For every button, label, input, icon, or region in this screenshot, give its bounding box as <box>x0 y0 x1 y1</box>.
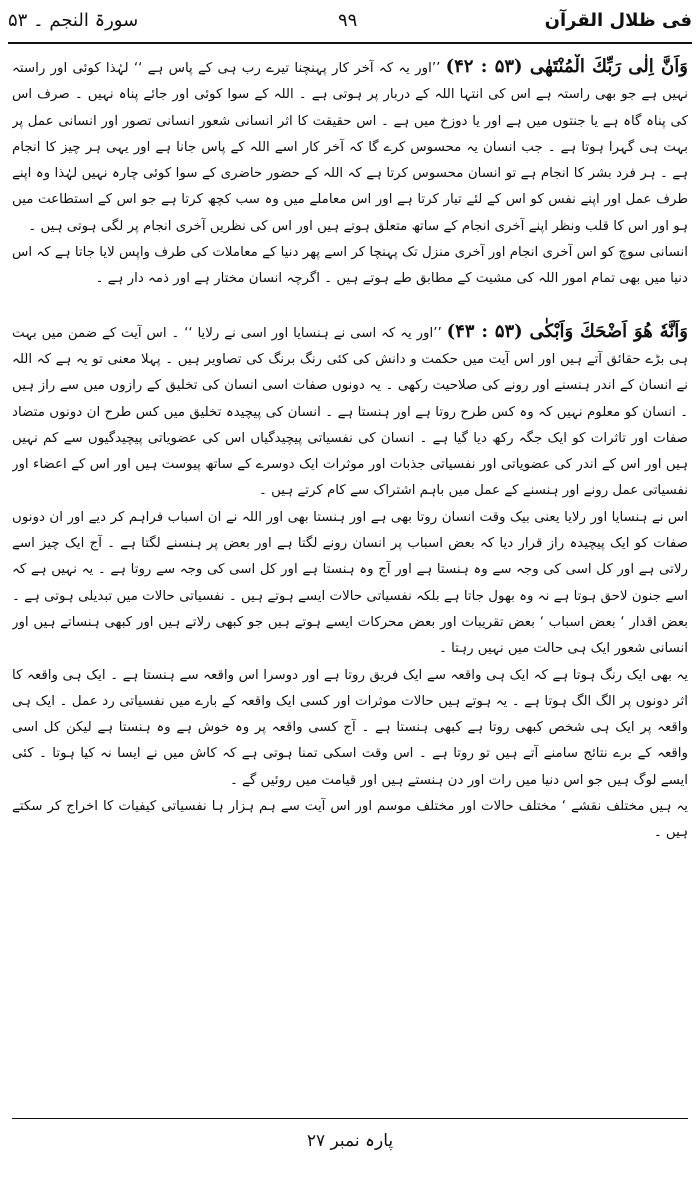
paragraph-text: یہ ہیں مختلف نقشے ‘ مختلف حالات اور مختلف موسم اور اس آیت سے ہم ہزار ہا نفسیاتی کیفیات کا اخراج کر سکتے ہیں ۔ <box>12 799 688 841</box>
paragraph-text: اس نے ہنسایا اور رلایا یعنی بیک وقت انسان روتا بھی ہے اور ہنستا بھی اور اللہ نے ان اسباب فراہم کر دیے اور ان دونوں صفات کو ایک پیچیدہ راز قرار دیا کہ بعض اسباب پر انسان رونے لگتا ہے اور بعض پر ہنسنے لگتا ہے ۔ آج ایک چیز اسے رلاتی ہے اور کل اسی کی وجہ سے وہ ہنستا ہے اور آج وہ ہنستا ہے اور کل اسی کی وجہ سے روتا ہے ۔ یہ نہیں ہے کہ اسے جنون لاحق ہوتا ہے نہ وہ بھول جاتا ہے بلکہ نفسیاتی حالات ایسے ہوتے ہیں ۔ نفسیاتی حالات میں تبدیلی ہوتی ہے ۔ بعض اقدار ‘ بعض اسباب ‘ بعض تقریبات اور بعض محرکات ایسے ہوتے ہیں جو کبھی رلاتے ہیں اور کبھی ہنساتے ہیں اور انسانی شعور ایک ہی حالت میں نہیں رہتا ۔ <box>12 509 688 657</box>
page-header <box>8 2 692 42</box>
page-number: ۹۹ <box>338 10 358 31</box>
para-number: پارہ نمبر ۲۷ <box>306 1131 394 1151</box>
paragraph <box>12 505 688 663</box>
paragraph <box>12 240 688 293</box>
paragraph-text: انسانی سوچ کو اس آخری انجام اور آخری منزل تک پہنچا کر اسے پھر دنیا کے معاملات کی طرف واپس لایا جاتا ہے کہ اس دنیا میں بھی تمام امور اللہ کی مشیت کے مطابق طے ہوتے ہیں ۔ اگرچہ انسان مختار ہے اور ذمہ دار ہے ۔ <box>12 245 688 287</box>
paragraph <box>12 319 688 505</box>
paragraph <box>12 663 688 794</box>
paragraph-text: یہ بھی ایک رنگ ہوتا ہے کہ ایک ہی واقعہ سے ایک فریق روتا ہے اور دوسرا اس واقعہ سے ہنستا ہے ۔ ایک ہی واقعہ کا اثر دونوں پر الگ الگ ہوتا ہے ۔ یہ ہوتے ہیں حالات موثرات اور کسی ایک واقعہ کے بارے میں نفسیاتی رد عمل ۔ ایک ہی واقعہ پر ایک ہی شخص کبھی روتا ہے کبھی ہنستا ہے ۔ آج کسی واقعہ پر وہ خوش ہے وہ ہنستا ہے لیکن کل اسی واقعہ کے برے نتائج سامنے آتے ہیں تو روتا ہے ۔ اس وقت اسکی تمنا ہوتی ہے کہ کاش میں نے ایسا نہ کیا ہوتا ۔ کئی ایسے لوگ ہیں جو اس دنیا میں رات اور دن ہنستے ہیں اور قیامت میں روئیں گے ۔ <box>12 667 688 788</box>
header-rule <box>8 42 692 44</box>
footer-rule <box>12 1118 688 1119</box>
book-title: فی ظلال القرآن <box>544 10 692 31</box>
paragraph <box>12 54 688 240</box>
quranic-verse: وَاَنَّهٗ هُوَ اَضْحَكَ وَاَبْكٰی (۵۳ : ۴۳) <box>446 320 688 342</box>
paragraph <box>12 794 688 847</box>
quranic-verse: وَاَنَّ اِلٰی رَبِّكَ الْمُنْتَهٰی (۵۳ : ۴۲) <box>445 56 688 77</box>
paragraph-text: ’’اور یہ کہ آخر کار پہنچنا تیرے رب ہی کے پاس ہے ‘‘ لہٰذا کوئی اور راستہ نہیں ہے جو بھی راستہ ہے اس کی انتہا اللہ کے دربار پر ہوتی ہے ۔ اللہ کے سوا کوئی اور جائے پناہ نہیں ۔ صرف اس کی پناہ گاہ ہے یا جنتوں میں ہے اور یا دوزخ میں ہے ۔ اس حقیقت کا اثر انسانی شعور انسانی تصور اور انسانی عمل پر بہت ہی گہرا ہوتا ہے ۔ جب انسان یہ محسوس کرے گا کہ آخر کار اسے اللہ کے پاس جانا ہے اور یہی ہر چیز کا انجام ہے ۔ ہر فرد بشر کا انجام ہے تو انسان محسوس کرتا ہے کہ اللہ کے حضور حاضری کے سوا کوئی چارہ نہیں لہٰذا وہ اپنے طرف عمل اور اپنے نفس کو اس کے لئے تیار کرتا ہے اور اس معاملے میں وہ سب کچھ کرتا ہے جو اس کے استطاعت میں ہو اور اس کا قلب ونظر اپنے آخری انجام کے ساتھ متعلق ہوتے ہیں اور اس کی نظریں آخری انجام پر لگی ہوتی ہیں ۔ <box>12 61 688 234</box>
page-body <box>12 54 688 1089</box>
paragraph-text: ’’اور یہ کہ اسی نے ہنسایا اور اسی نے رلایا ‘‘ ۔ اس آیت کے ضمن میں بہت ہی بڑے حقائق آتے ہیں اور اس آیت میں حکمت و دانش کی کئی رنگ برنگ کی تصاویر ہیں ۔ پہلا معنی تو یہ ہے کہ اللہ نے انسان کے اندر ہنسنے اور رونے کی صلاحیت رکھی ۔ یہ دونوں صفات اسی انسان کی تخلیق کے رازوں میں سے راز ہیں ۔ انسان کو معلوم نہیں کہ وہ کس طرح روتا ہے اور ہنستا ہے ۔ انسان کی پیچیدہ تخلیق میں کس طرح ان دونوں متضاد صفات اور تاثرات کو ایک جگہ رکھ دیا گیا ہے ۔ انسان کی نفسیاتی پیچیدگیاں اس کی عضویاتی پیچیدگیوں سے کم نہیں ہیں اور اس کے اندر کی عضویاتی اور نفسیاتی جذبات اور موثرات ایک دوسرے کے ساتھ پیوست ہیں اور اس کے اعضاء اور نفسیاتی عمل رونے اور ہنسنے کے عمل میں باہم اشتراک سے کام کرتے ہیں ۔ <box>12 325 688 499</box>
page-footer <box>0 1128 700 1154</box>
surah-name: سورۃ النجم ۔ ۵۳ <box>8 10 139 31</box>
